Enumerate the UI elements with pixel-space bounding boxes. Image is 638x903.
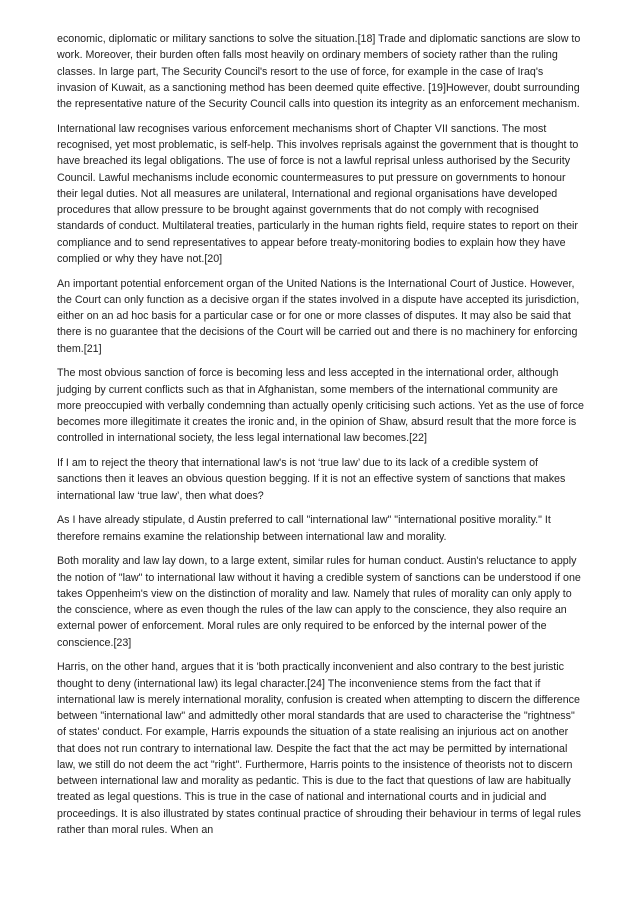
- paragraph-international-court: An important potential enforcement organ of the United Nations is the International Court of Justice. However, the Court can only function as a decisive organ if the states involved in a dispute have accepted its jurisdiction, either on an ad hoc basis for a particular case or for one or more classes of disputes. It may also be said that there is no guarantee that the decisions of the Court will be carried out and there is no machinery for enforcing them.[21]: [57, 277, 580, 355]
- document-page: [57, 31, 585, 847]
- paragraph-sanctions-effectiveness: economic, diplomatic or military sanctions to solve the situation.[18] Trade and diplomatic sanctions are slow to work. Moreover, their burden often falls most heavily on ordinary members of society rather than the ruling classes. In large part, The Security Council's resort to the use of force, for example in the case of Iraq's invasion of Kuwait, as a sanctioning method has been deemed quite effective. [19]However, doubt surrounding the representative nature of the Security Council calls into question its integrity as an enforcement mechanism.: [57, 33, 581, 110]
- paragraph-sanction-of-force: The most obvious sanction of force is becoming less and less accepted in the international order, although judging by current conflicts such as that in Afghanistan, some members of the international community are more preoccupied with verbally condemning than actually openly criticising such actions. Yet as the use of force becomes more illegitimate it creates the ironic and, in the opinion of Shaw, absurd result that the more force is controlled in international society, the less legal international law becomes.[22]: [57, 367, 584, 445]
- paragraph-enforcement-mechanisms: International law recognises various enforcement mechanisms short of Chapter VII sanctions. The most recognised, yet most problematic, is self-help. This involves reprisals against the government that is thought to have breached its legal obligations. The use of force is not a lawful reprisal unless authorised by the Security Council. Lawful mechanisms include economic countermeasures to put pressure on governments to honour their legal duties. Not all measures are unilateral, International and regional organisations have developed procedures that allow pressure to be brought against governments that do not comply with recognised standards of conduct. Multilateral treaties, particularly in the human rights field, require states to report on their compliance and to send representatives to appear before treaty-monitoring bodies to explain how they have complied or why they have not.[20]: [57, 122, 579, 265]
- paragraph-morality-and-law: Both morality and law lay down, to a large extent, similar rules for human conduct. Austin's reluctance to apply the notion of "law" to international law without it having a credible system of sanctions can be understood if one takes Oppenheim's view on the distinction of morality and law. Namely that rules of morality can only apply to the conscience, where as even though the rules of the law can apply to the conscience, they also require an external power of enforcement. Moral rules are only required to be enforced by the internal power of the conscience.[23]: [57, 555, 581, 649]
- paragraph-harris-argument: Harris, on the other hand, argues that it is 'both practically inconvenient and also contrary to the best juristic thought to deny (international law) its legal character.[24] The inconvenience stems from the fact that if international law is merely international morality, confusion is created when attempting to discern the difference between "international law" and admittedly other moral standards that are used to characterise the "rightness" of states' conduct. For example, Harris expounds the situation of a state realising an injurious act on another that does not run contrary to international law. Despite the fact that the act may be permitted by international law, we still do not deem the act "right". Furthermore, Harris points to the insistence of theorists not to discern between international law and morality as pedantic. This is due to the fact that questions of law are habitually treated as legal questions. This is true in the case of national and international courts and in judicial and proceedings. It is also illustrated by states continual practice of shrouding their behaviour in terms of legal rules rather than moral rules. When an: [57, 661, 581, 836]
- paragraph-true-law-question: If I am to reject the theory that international law's is not ‘true law’ due to its lack of a credible system of sanctions then it leaves an obvious question begging. If it is not an effective system of sanctions that makes international law ‘true law’, then what does?: [57, 457, 566, 502]
- paragraph-austin-positive-morality: As I have already stipulate, d Austin preferred to call "international law" "international positive morality." It therefore remains examine the relationship between international law and morality.: [57, 514, 551, 543]
